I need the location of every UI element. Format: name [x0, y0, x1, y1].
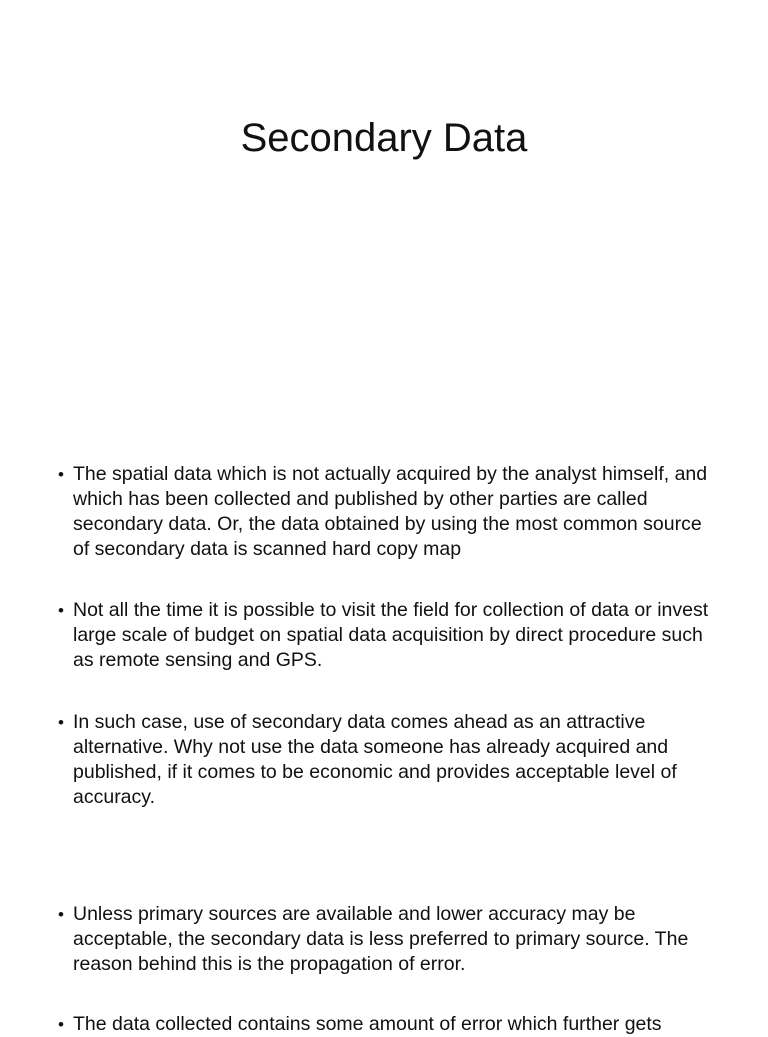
bullet-icon: •	[58, 1015, 64, 1034]
bullet-text: Unless primary sources are available and lower accuracy may be acceptable, the secondary data is less preferred to primary source. The reason behind this is the propagation of error.	[73, 903, 689, 975]
bullet-icon: •	[58, 465, 64, 484]
bullet-item	[58, 1012, 718, 1037]
bullet-item	[58, 462, 718, 562]
bullet-text: In such case, use of secondary data comes ahead as an attractive alternative. Why not use the data someone has already acquired and published, if it comes to be economic and provides acceptable level of accuracy.	[73, 711, 677, 808]
bullet-icon: •	[58, 601, 64, 620]
bullet-item	[58, 710, 718, 810]
bullet-item	[58, 902, 718, 977]
bullet-icon: •	[58, 905, 64, 924]
bullet-icon: •	[58, 713, 64, 732]
slide-title: Secondary Data	[240, 116, 528, 160]
bullet-text: The spatial data which is not actually acquired by the analyst himself, and which has been collected and published by other parties are called secondary data. Or, the data obtained by using the most common source of secondary data is scanned hard copy map	[73, 463, 708, 560]
bullet-item	[58, 598, 718, 673]
bullet-text: Not all the time it is possible to visit the field for collection of data or invest large scale of budget on spatial data acquisition by direct procedure such as remote sensing and GPS.	[73, 599, 709, 671]
bullet-text: The data collected contains some amount of error which further gets	[73, 1013, 662, 1035]
